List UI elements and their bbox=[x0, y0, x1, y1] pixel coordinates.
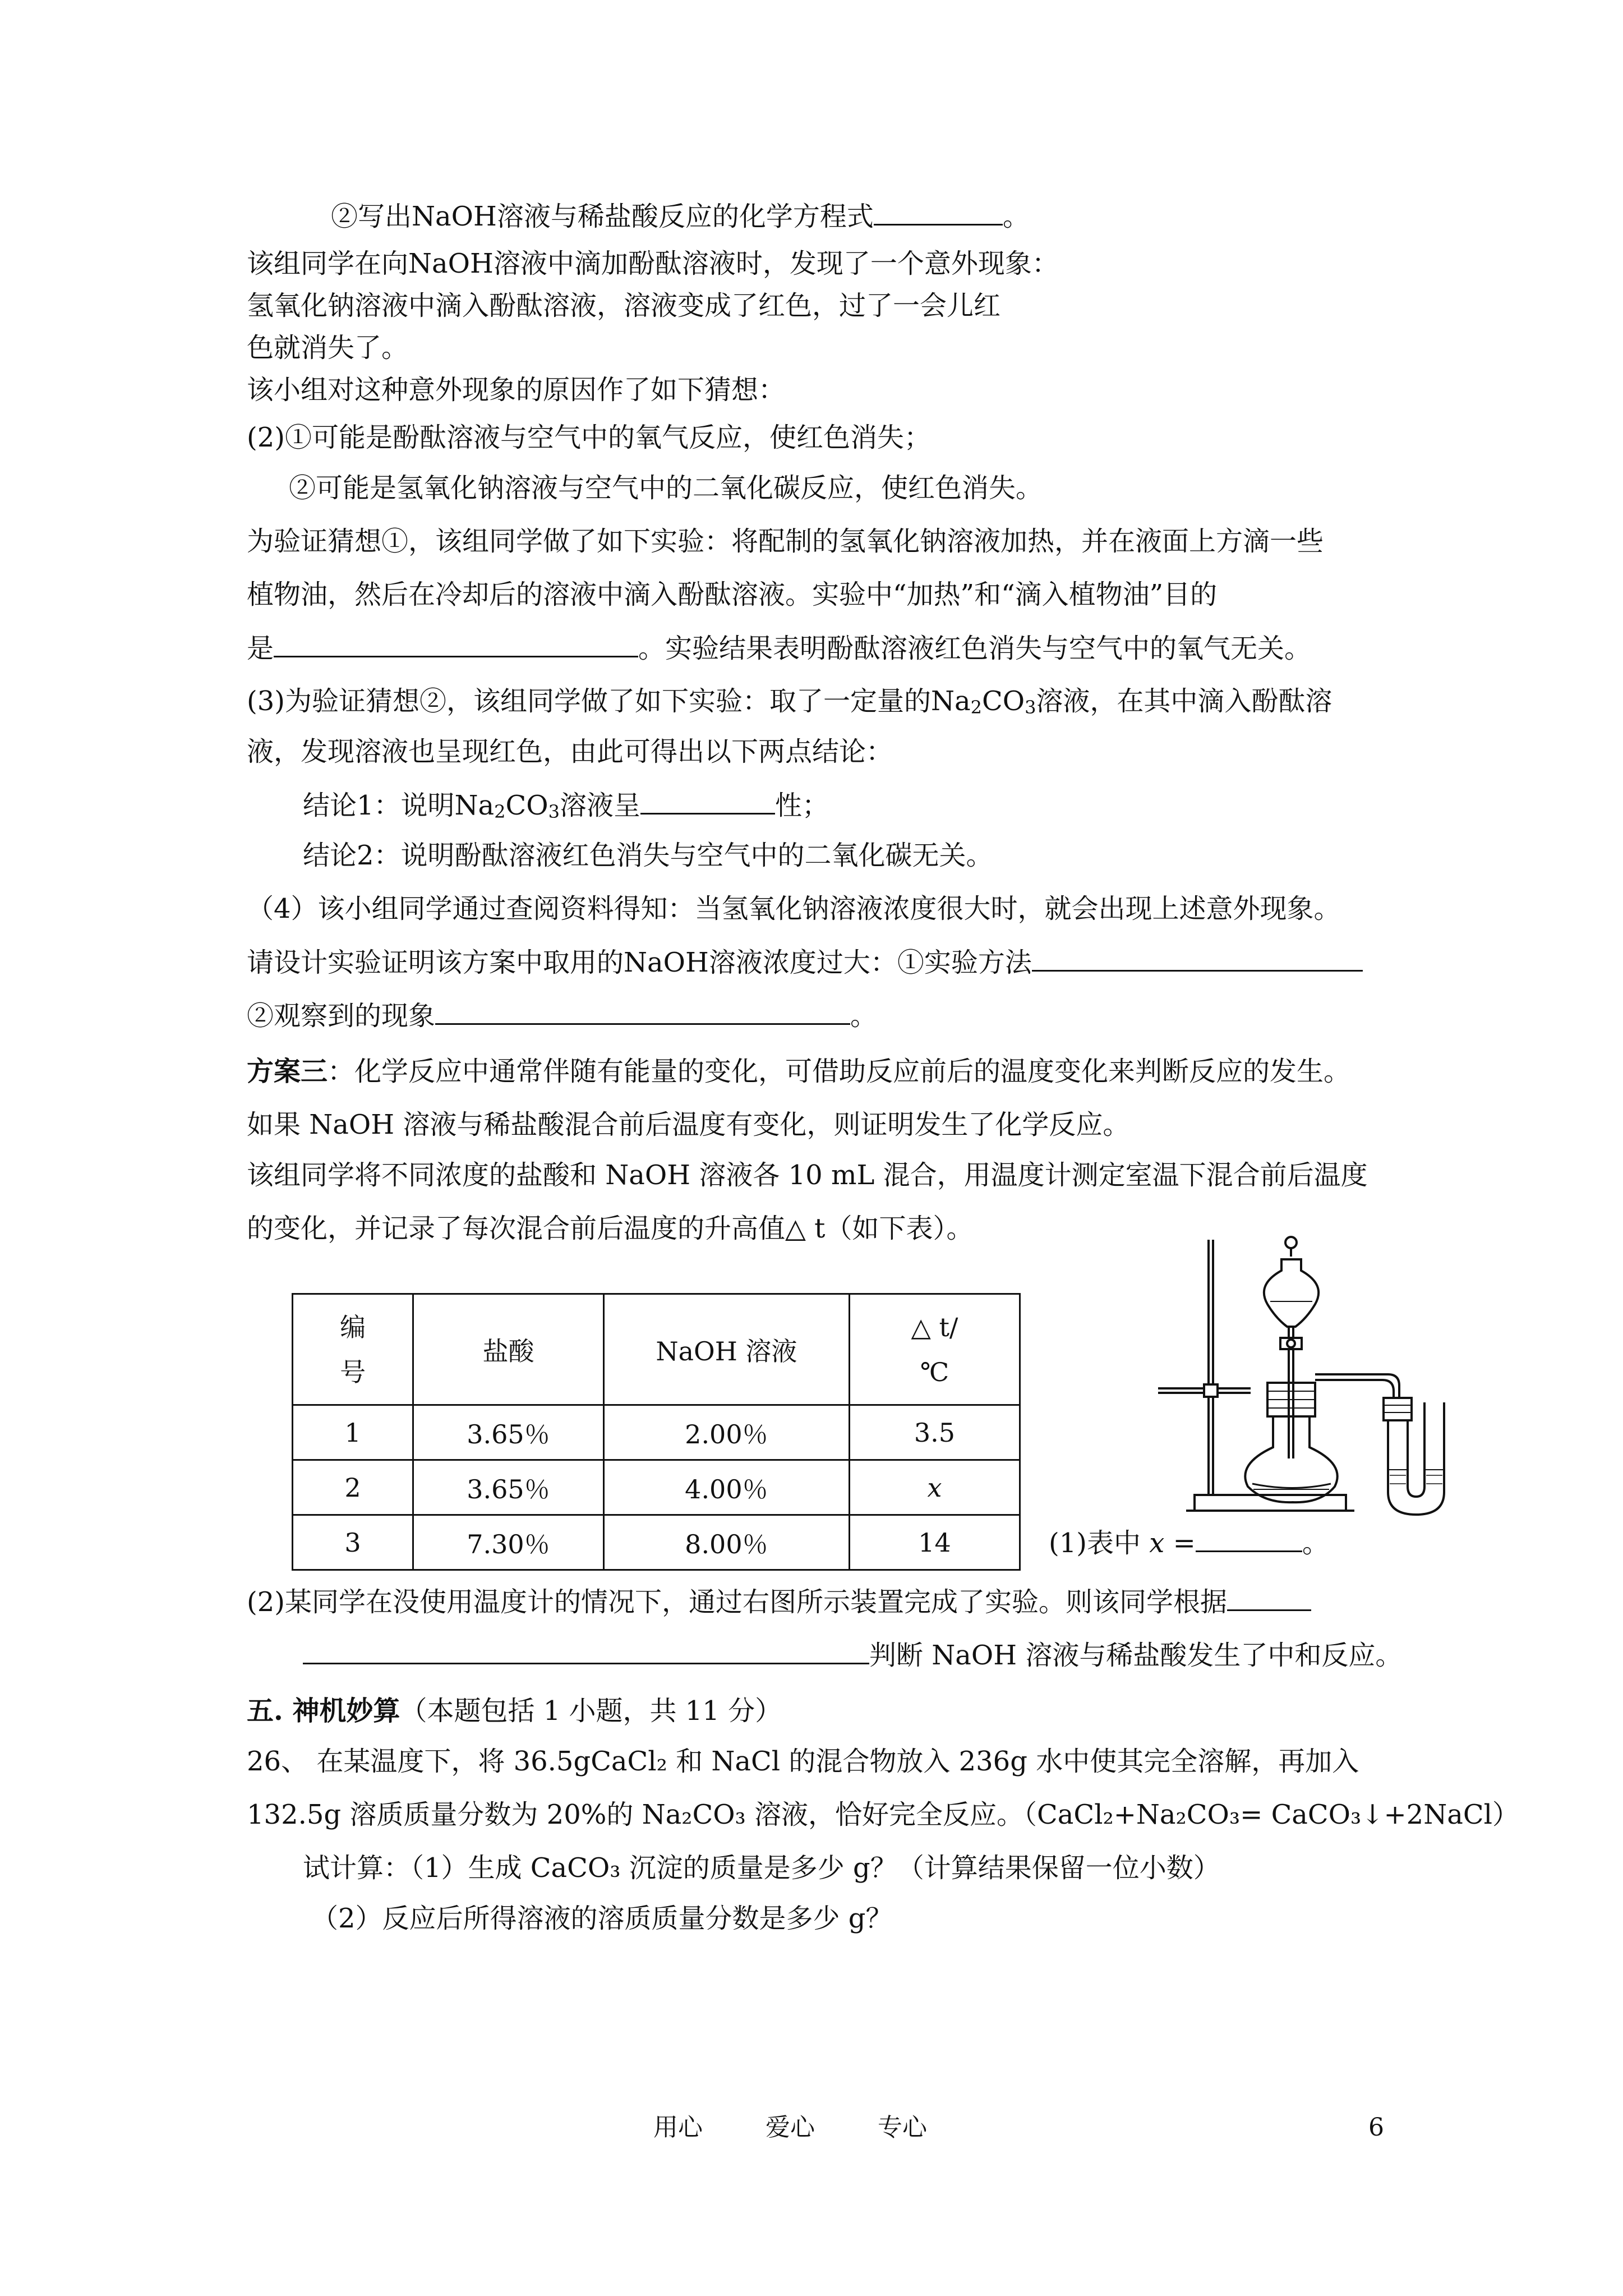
data-table bbox=[292, 1293, 1021, 1571]
paragraph-line: （4）该小组同学通过查阅资料得知：当氢氧化钠溶液浓度很大时，就会出现上述意外现象。 bbox=[247, 893, 1341, 924]
question-line bbox=[247, 945, 1363, 979]
answer-blank bbox=[1032, 945, 1363, 972]
text: (3)为验证猜想②，该组同学做了如下实验：取了一定量的Na bbox=[247, 685, 971, 717]
paragraph-line bbox=[247, 684, 1332, 718]
text: 。 bbox=[850, 1000, 878, 1032]
table-cell: 2.00％ bbox=[603, 1405, 849, 1460]
text: 。 bbox=[1002, 201, 1030, 232]
page-number: 6 bbox=[1368, 2113, 1384, 2142]
question-line bbox=[247, 631, 1311, 665]
section-title: 五. 神机妙算 bbox=[247, 1695, 400, 1727]
text: ℃ bbox=[920, 1356, 949, 1387]
answer-blank bbox=[303, 1638, 869, 1664]
answer-blank bbox=[274, 631, 638, 657]
paragraph-line: 氢氧化钠溶液中滴入酚酞溶液，溶液变成了红色，过了一会儿红 bbox=[247, 290, 1001, 321]
paragraph-line: 该组同学将不同浓度的盐酸和 NaOH 溶液各 10 mL 混合，用温度计测定室温下混合前后温度 bbox=[247, 1159, 1368, 1191]
text: = bbox=[1164, 1527, 1196, 1559]
answer-blank bbox=[874, 199, 1003, 226]
conclusion-2: 结论2：说明酚酞溶液红色消失与空气中的二氧化碳无关。 bbox=[303, 840, 993, 871]
text: 。 bbox=[1302, 1527, 1329, 1559]
question-line bbox=[331, 199, 1030, 233]
text: 结论1：说明Na bbox=[303, 790, 495, 821]
question-line bbox=[303, 1638, 1402, 1672]
subscript: 2 bbox=[970, 697, 982, 718]
table-cell: 14 bbox=[849, 1515, 1020, 1570]
hypothesis-2: ②可能是氢氧化钠溶液与空气中的二氧化碳反应，使红色消失。 bbox=[289, 472, 1043, 504]
paragraph-line: 为验证猜想①，该组同学做了如下实验：将配制的氢氧化钠溶液加热，并在液面上方滴一些 bbox=[247, 526, 1324, 557]
text: 溶液，在其中滴入酚酞溶 bbox=[1036, 685, 1332, 717]
text: 性； bbox=[774, 790, 829, 821]
paragraph-line: 如果 NaOH 溶液与稀盐酸混合前后温度有变化，则证明发生了化学反应。 bbox=[247, 1109, 1130, 1140]
text: （本题包括 1 小题，共 11 分） bbox=[400, 1695, 782, 1727]
table-cell: 3.65％ bbox=[413, 1405, 604, 1460]
answer-blank bbox=[1227, 1585, 1311, 1611]
section-label: 方案三 bbox=[247, 1056, 328, 1087]
text: (1)表中 bbox=[1049, 1527, 1150, 1559]
text: 号 bbox=[340, 1356, 366, 1387]
subscript: 2 bbox=[494, 801, 506, 822]
table-cell: 3.65％ bbox=[413, 1460, 604, 1515]
answer-blank bbox=[640, 788, 775, 815]
text: ②观察到的现象 bbox=[247, 1000, 436, 1032]
text: CO bbox=[505, 790, 548, 821]
text: ②写出NaOH溶液与稀盐酸反应的化学方程式 bbox=[331, 201, 874, 232]
answer-blank bbox=[435, 999, 850, 1025]
footer-text: 爱心 bbox=[766, 2113, 815, 2142]
question-line bbox=[247, 1585, 1311, 1619]
table-cell: 4.00％ bbox=[603, 1460, 849, 1515]
table-cell: 2 bbox=[293, 1460, 413, 1515]
footer-text: 用心 bbox=[653, 2113, 703, 2142]
text: CO bbox=[981, 685, 1025, 717]
table-cell: 7.30％ bbox=[413, 1515, 604, 1570]
problem-line: 26、 在某温度下，将 36.5gCaCl₂ 和 NaCl 的混合物放入 236g 水中使其完全溶解，再加入 bbox=[247, 1746, 1359, 1777]
text: (2)某同学在没使用温度计的情况下，通过右图所示装置完成了实验。则该同学根据 bbox=[247, 1586, 1227, 1618]
text: ：化学反应中通常伴随有能量的变化，可借助反应前后的温度变化来判断反应的发生。 bbox=[328, 1056, 1351, 1087]
lab-apparatus-diagram bbox=[1152, 1234, 1467, 1526]
table-row bbox=[293, 1515, 1020, 1570]
subscript: 3 bbox=[1025, 697, 1036, 718]
problem-line: （2）反应后所得溶液的溶质质量分数是多少 g？ bbox=[311, 1903, 893, 1934]
table-header-row bbox=[293, 1294, 1020, 1405]
table-header-cell bbox=[293, 1294, 413, 1405]
text: 是 bbox=[247, 633, 274, 664]
paragraph-line: 该组同学在向NaOH溶液中滴加酚酞溶液时，发现了一个意外现象： bbox=[247, 248, 1059, 279]
table-row bbox=[293, 1405, 1020, 1460]
text: 请设计实验证明该方案中取用的NaOH溶液浓度过大：①实验方法 bbox=[247, 947, 1032, 978]
table-header-cell bbox=[849, 1294, 1020, 1405]
subscript: 3 bbox=[548, 801, 560, 822]
answer-blank bbox=[1196, 1526, 1302, 1552]
text: 编 bbox=[340, 1312, 366, 1342]
paragraph-line: 色就消失了。 bbox=[247, 332, 409, 364]
table-cell: 1 bbox=[293, 1405, 413, 1460]
question-line bbox=[1049, 1526, 1329, 1560]
text: 溶液呈 bbox=[559, 790, 640, 821]
section-line bbox=[247, 1055, 1350, 1088]
text: 。实验结果表明酚酞溶液红色消失与空气中的氧气无关。 bbox=[638, 633, 1312, 664]
paragraph-line: 该小组对这种意外现象的原因作了如下猜想： bbox=[247, 374, 786, 406]
problem-line: 132.5g 溶质质量分数为 20%的 Na₂CO₃ 溶液，恰好完全反应。（CaCl₂+Na₂CO₃= CaCO₃↓+2NaCl） bbox=[247, 1799, 1519, 1830]
hypothesis-1: (2)①可能是酚酞溶液与空气中的氧气反应，使红色消失； bbox=[247, 422, 931, 453]
question-line bbox=[247, 999, 877, 1033]
table-cell: x bbox=[849, 1460, 1020, 1515]
paragraph-line: 液，发现溶液也呈现红色，由此可得出以下两点结论： bbox=[247, 736, 893, 767]
paragraph-line: 的变化，并记录了每次混合前后温度的升高值△ t（如下表）。 bbox=[247, 1213, 974, 1244]
text: 判断 NaOH 溶液与稀盐酸发生了中和反应。 bbox=[869, 1640, 1403, 1671]
table-cell: 3.5 bbox=[849, 1405, 1020, 1460]
variable: x bbox=[1149, 1527, 1165, 1559]
text: △ t/ bbox=[911, 1312, 958, 1342]
problem-line: 试计算：（1）生成 CaCO₃ 沉淀的质量是多少 g？（计算结果保留一位小数） bbox=[303, 1852, 1220, 1884]
table-cell: 3 bbox=[293, 1515, 413, 1570]
table-header-cell: 盐酸 bbox=[413, 1294, 604, 1405]
conclusion-1 bbox=[303, 788, 829, 822]
table-row bbox=[293, 1460, 1020, 1515]
table-header-cell: NaOH 溶液 bbox=[603, 1294, 849, 1405]
section-heading bbox=[247, 1694, 782, 1728]
paragraph-line: 植物油，然后在冷却后的溶液中滴入酚酞溶液。实验中“加热”和“滴入植物油”目的 bbox=[247, 579, 1218, 610]
footer-text: 专心 bbox=[878, 2113, 927, 2142]
table-cell: 8.00％ bbox=[603, 1515, 849, 1570]
